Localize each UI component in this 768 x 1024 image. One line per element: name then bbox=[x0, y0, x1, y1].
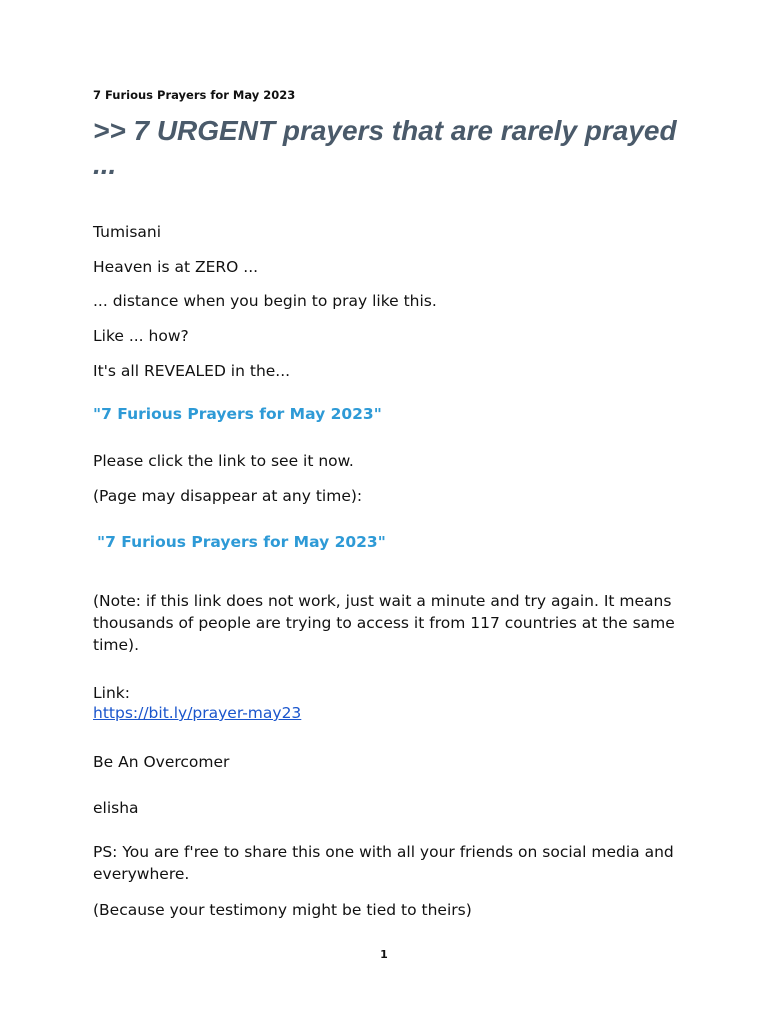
body-line-revealed: It's all REVEALED in the... bbox=[93, 362, 291, 380]
page-title: >> 7 URGENT prayers that are rarely prayed ... bbox=[93, 115, 677, 180]
click-instruction: Please click the link to see it now. bbox=[93, 452, 354, 470]
postscript: PS: You are f'ree to share this one with all your friends on social media and everywhere. bbox=[93, 843, 674, 883]
header-label: 7 Furious Prayers for May 2023 bbox=[93, 88, 296, 102]
prayers-link-1[interactable]: "7 Furious Prayers for May 2023" bbox=[93, 405, 382, 423]
body-line-how: Like ... how? bbox=[93, 327, 189, 345]
page-number: 1 bbox=[380, 948, 388, 961]
greeting: Tumisani bbox=[93, 223, 162, 241]
prayer-url-link[interactable]: https://bit.ly/prayer-may23 bbox=[93, 704, 302, 722]
link-note: (Note: if this link does not work, just wait a minute and try again. It means thousands of people are trying to access it from 117 countries at the same time). bbox=[93, 592, 675, 654]
link-label: Link: bbox=[93, 684, 130, 702]
signoff: Be An Overcomer bbox=[93, 753, 230, 771]
postscript-testimony: (Because your testimony might be tied to theirs) bbox=[93, 901, 472, 919]
prayers-link-2[interactable]: "7 Furious Prayers for May 2023" bbox=[97, 533, 386, 551]
body-line-distance: ... distance when you begin to pray like this. bbox=[93, 292, 437, 310]
body-line-heaven: Heaven is at ZERO ... bbox=[93, 258, 259, 276]
page-disappear-note: (Page may disappear at any time): bbox=[93, 487, 363, 505]
signature: elisha bbox=[93, 799, 139, 817]
